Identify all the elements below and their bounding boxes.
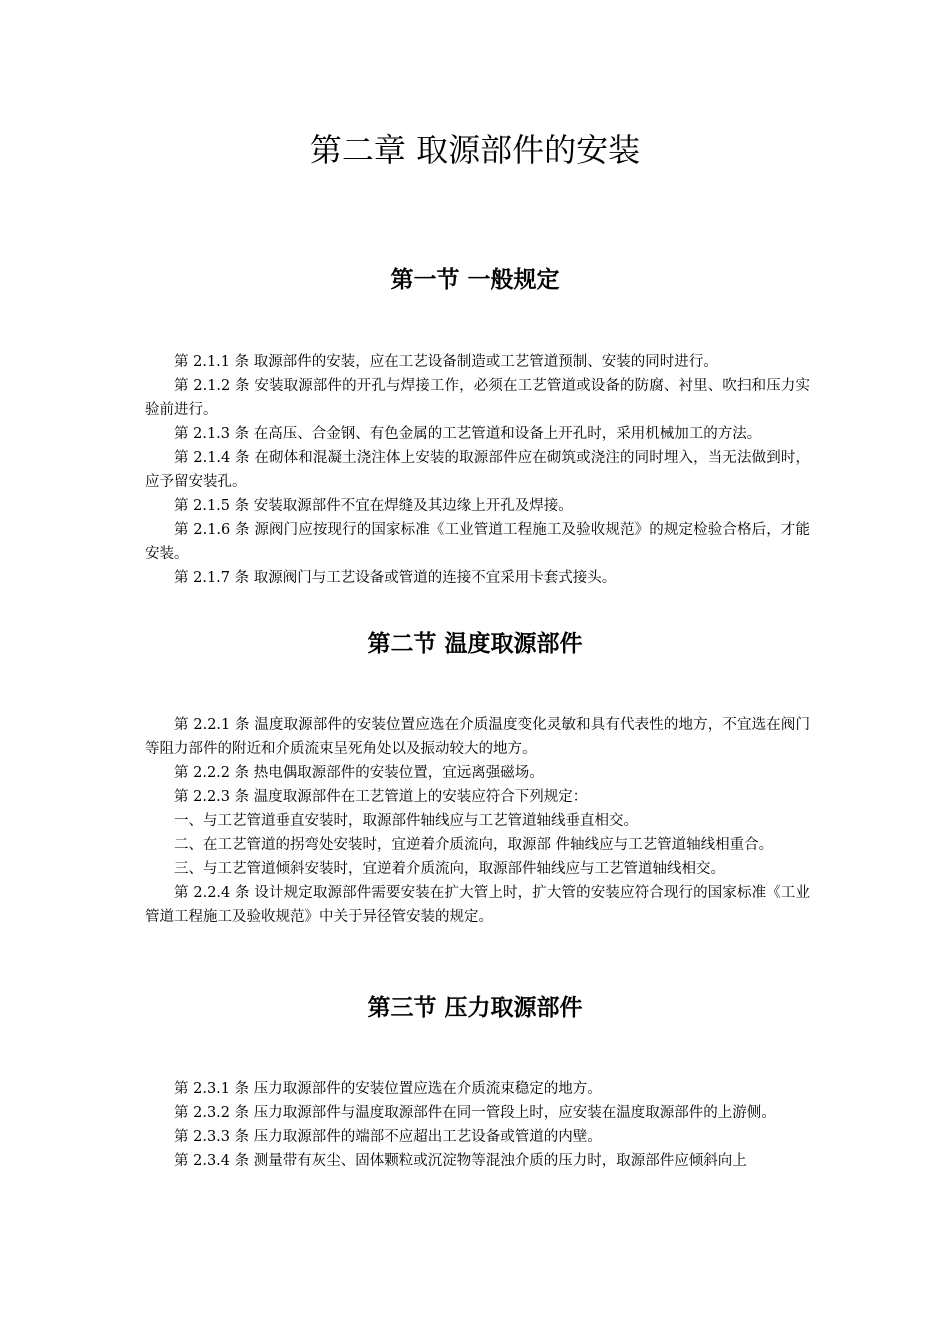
section-body-pressure	[145, 1077, 810, 1173]
section-body-general	[145, 350, 810, 590]
clause-2-1-6: 第 2.1.6 条 源阀门应按现行的国家标准《工业管道工程施工及验收规范》的规定检验合格后，才能安装。	[145, 522, 810, 562]
clause-2-2-2: 第 2.2.2 条 热电偶取源部件的安装位置，宜远离强磁场。	[174, 765, 544, 781]
section-body-temperature	[145, 713, 810, 929]
clause-2-1-4: 第 2.1.4 条 在砌体和混凝土浇注体上安装的取源部件应在砌筑或浇注的同时埋入，当无法做到时，应予留安装孔。	[145, 450, 810, 490]
clause-2-2-3-item-1: 一、与工艺管道垂直安装时，取源部件轴线应与工艺管道轴线垂直相交。	[174, 813, 638, 829]
clause-2-2-1: 第 2.2.1 条 温度取源部件的安装位置应选在介质温度变化灵敏和具有代表性的地方，不宜选在阀门等阻力部件的附近和介质流束呈死角处以及振动较大的地方。	[145, 717, 810, 757]
clause-2-1-7: 第 2.1.7 条 取源阀门与工艺设备或管道的连接不宜采用卡套式接头。	[174, 570, 617, 586]
clause-2-1-1: 第 2.1.1 条 取源部件的安装，应在工艺设备制造或工艺管道预制、安装的同时进行。	[174, 354, 718, 370]
clause-2-2-3-item-2: 二、在工艺管道的拐弯处安装时，宜逆着介质流向，取源部 件轴线应与工艺管道轴线相重合。	[174, 837, 774, 853]
clause-2-2-4: 第 2.2.4 条 设计规定取源部件需要安装在扩大管上时，扩大管的安装应符合现行的国家标准《工业管道工程施工及验收规范》中关于异径管安装的规定。	[145, 885, 810, 925]
clause-2-3-2: 第 2.3.2 条 压力取源部件与温度取源部件在同一管段上时，应安装在温度取源部件的上游侧。	[174, 1105, 776, 1121]
section-title-general: 第一节 一般规定	[390, 267, 560, 293]
chapter-title: 第二章 取源部件的安装	[309, 131, 641, 169]
clause-2-1-2: 第 2.1.2 条 安装取源部件的开孔与焊接工作，必须在工艺管道或设备的防腐、衬里、吹扫和压力实验前进行。	[145, 378, 810, 418]
clause-2-1-5: 第 2.1.5 条 安装取源部件不宜在焊缝及其边缘上开孔及焊接。	[174, 498, 573, 514]
clause-2-3-1: 第 2.3.1 条 压力取源部件的安装位置应选在介质流束稳定的地方。	[174, 1081, 602, 1097]
section-title-pressure: 第三节 压力取源部件	[367, 995, 583, 1021]
clause-2-2-3-item-3: 三、与工艺管道倾斜安装时，宜逆着介质流向，取源部件轴线应与工艺管道轴线相交。	[174, 861, 725, 877]
clause-2-3-4: 第 2.3.4 条 测量带有灰尘、固体颗粒或沉淀物等混浊介质的压力时，取源部件应倾斜向上	[174, 1153, 747, 1169]
clause-2-3-3: 第 2.3.3 条 压力取源部件的端部不应超出工艺设备或管道的内壁。	[174, 1129, 602, 1145]
section-title-temperature: 第二节 温度取源部件	[367, 631, 583, 657]
clause-2-2-3: 第 2.2.3 条 温度取源部件在工艺管道上的安装应符合下列规定：	[174, 789, 588, 805]
clause-2-1-3: 第 2.1.3 条 在高压、合金钢、有色金属的工艺管道和设备上开孔时，采用机械加工的方法。	[174, 426, 762, 442]
